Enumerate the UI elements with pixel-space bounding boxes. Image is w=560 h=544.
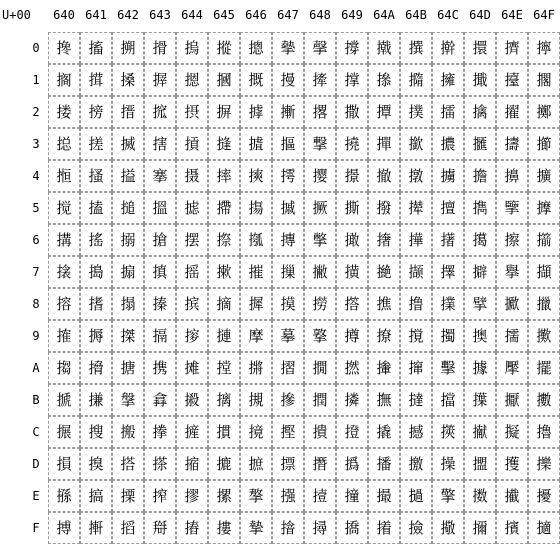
glyph-cell[interactable]: 摕 bbox=[208, 192, 240, 224]
glyph-cell[interactable]: 搉 bbox=[48, 320, 80, 352]
glyph-cell[interactable]: 撡 bbox=[368, 64, 400, 96]
glyph-cell[interactable]: 撮 bbox=[368, 480, 400, 512]
glyph-cell[interactable]: 撐 bbox=[336, 32, 368, 64]
glyph-cell[interactable]: 摟 bbox=[208, 512, 240, 544]
glyph-cell[interactable]: 擽 bbox=[528, 448, 560, 480]
glyph-cell[interactable]: 擈 bbox=[432, 288, 464, 320]
glyph-cell[interactable]: 擆 bbox=[432, 224, 464, 256]
glyph-cell[interactable]: 摅 bbox=[176, 192, 208, 224]
glyph-cell[interactable]: 撞 bbox=[336, 480, 368, 512]
glyph-cell[interactable]: 摆 bbox=[176, 224, 208, 256]
glyph-cell[interactable]: 撕 bbox=[336, 192, 368, 224]
glyph-cell[interactable]: 損 bbox=[48, 448, 80, 480]
glyph-cell[interactable]: 撴 bbox=[400, 160, 432, 192]
glyph-cell[interactable]: 撔 bbox=[336, 160, 368, 192]
glyph-cell[interactable]: 搩 bbox=[112, 320, 144, 352]
glyph-cell[interactable]: 搫 bbox=[112, 384, 144, 416]
glyph-cell[interactable]: 搂 bbox=[48, 96, 80, 128]
glyph-cell[interactable]: 搄 bbox=[48, 160, 80, 192]
glyph-cell[interactable]: 摫 bbox=[240, 384, 272, 416]
glyph-cell[interactable]: 擛 bbox=[464, 384, 496, 416]
glyph-cell[interactable]: 摰 bbox=[272, 32, 304, 64]
column-header: 64D bbox=[469, 8, 491, 22]
glyph-cell[interactable]: 擞 bbox=[464, 480, 496, 512]
glyph-cell[interactable]: 撠 bbox=[368, 32, 400, 64]
glyph-cell[interactable]: 搒 bbox=[80, 96, 112, 128]
column-header: 642 bbox=[117, 8, 139, 22]
glyph-cell[interactable]: 擕 bbox=[464, 192, 496, 224]
glyph-cell[interactable]: 撍 bbox=[304, 448, 336, 480]
glyph-cell[interactable]: 搞 bbox=[80, 480, 112, 512]
column-header: 64C bbox=[437, 8, 459, 22]
glyph-cell[interactable]: 撯 bbox=[368, 512, 400, 544]
glyph-cell[interactable]: 摚 bbox=[208, 352, 240, 384]
glyph-cell[interactable]: 撊 bbox=[304, 352, 336, 384]
column-header: 648 bbox=[309, 8, 331, 22]
glyph-cell[interactable]: 擝 bbox=[464, 448, 496, 480]
glyph-cell[interactable]: 摌 bbox=[176, 416, 208, 448]
glyph-cell[interactable]: 摥 bbox=[240, 192, 272, 224]
glyph-cell[interactable]: 搰 bbox=[144, 32, 176, 64]
glyph-cell[interactable]: 撹 bbox=[400, 320, 432, 352]
glyph-cell[interactable]: 擗 bbox=[464, 256, 496, 288]
glyph-cell[interactable]: 摧 bbox=[240, 256, 272, 288]
glyph-cell[interactable]: 擣 bbox=[496, 128, 528, 160]
glyph-cell[interactable]: 擂 bbox=[432, 96, 464, 128]
glyph-cell[interactable]: 撝 bbox=[336, 448, 368, 480]
glyph-cell[interactable]: 摲 bbox=[272, 96, 304, 128]
glyph-cell[interactable]: 摏 bbox=[176, 512, 208, 544]
glyph-cell[interactable]: 擪 bbox=[496, 352, 528, 384]
glyph-cell[interactable]: 搔 bbox=[80, 160, 112, 192]
row-header: D bbox=[32, 457, 40, 471]
glyph-cell[interactable]: 擏 bbox=[432, 512, 464, 544]
glyph-cell[interactable]: 摁 bbox=[176, 64, 208, 96]
glyph-cell[interactable]: 搣 bbox=[112, 128, 144, 160]
glyph-cell[interactable]: 摩 bbox=[240, 320, 272, 352]
glyph-cell[interactable]: 搪 bbox=[112, 352, 144, 384]
glyph-cell[interactable]: 搢 bbox=[112, 96, 144, 128]
row-header: E bbox=[32, 489, 40, 503]
glyph-cell[interactable]: 擤 bbox=[496, 160, 528, 192]
glyph-cell[interactable]: 搕 bbox=[80, 192, 112, 224]
glyph-cell[interactable]: 摤 bbox=[240, 160, 272, 192]
row-header: 5 bbox=[32, 201, 40, 215]
glyph-cell[interactable]: 搿 bbox=[144, 512, 176, 544]
glyph-cell[interactable]: 搹 bbox=[144, 320, 176, 352]
glyph-cell[interactable]: 摂 bbox=[176, 96, 208, 128]
glyph-cell[interactable]: 撳 bbox=[400, 128, 432, 160]
glyph-cell[interactable]: 搚 bbox=[80, 352, 112, 384]
glyph-cell[interactable]: 擌 bbox=[432, 416, 464, 448]
glyph-cell[interactable]: 撸 bbox=[400, 288, 432, 320]
glyph-cell[interactable]: 搇 bbox=[48, 256, 80, 288]
glyph-cell[interactable]: 搖 bbox=[80, 224, 112, 256]
glyph-cell[interactable]: 撤 bbox=[368, 160, 400, 192]
glyph-cell[interactable]: 擑 bbox=[464, 64, 496, 96]
glyph-cell[interactable]: 搤 bbox=[112, 160, 144, 192]
glyph-cell[interactable]: 據 bbox=[464, 352, 496, 384]
glyph-cell[interactable]: 摦 bbox=[240, 224, 272, 256]
glyph-cell[interactable]: 擫 bbox=[496, 384, 528, 416]
glyph-cell[interactable]: 搋 bbox=[48, 384, 80, 416]
glyph-cell[interactable]: 摾 bbox=[272, 480, 304, 512]
glyph-cell[interactable]: 摔 bbox=[208, 160, 240, 192]
column-header: 644 bbox=[181, 8, 203, 22]
column-header: 641 bbox=[85, 8, 107, 22]
glyph-cell[interactable]: 摗 bbox=[208, 256, 240, 288]
glyph-cell[interactable]: 撼 bbox=[400, 416, 432, 448]
glyph-cell[interactable]: 擜 bbox=[464, 416, 496, 448]
glyph-cell[interactable]: 撲 bbox=[400, 96, 432, 128]
glyph-cell[interactable]: 擠 bbox=[496, 32, 528, 64]
glyph-cell[interactable]: 摿 bbox=[272, 512, 304, 544]
glyph-cell[interactable]: 搓 bbox=[80, 128, 112, 160]
glyph-cell[interactable]: 擷 bbox=[528, 256, 560, 288]
glyph-cell[interactable]: 搏 bbox=[48, 512, 80, 544]
glyph-cell[interactable]: 撓 bbox=[336, 128, 368, 160]
glyph-cell[interactable]: 撚 bbox=[336, 352, 368, 384]
corner-label: U+00 bbox=[2, 8, 31, 22]
glyph-cell[interactable]: 撻 bbox=[400, 384, 432, 416]
glyph-cell[interactable]: 摡 bbox=[240, 64, 272, 96]
glyph-cell[interactable]: 撀 bbox=[304, 32, 336, 64]
glyph-cell[interactable]: 搷 bbox=[144, 256, 176, 288]
glyph-cell[interactable]: 撄 bbox=[304, 160, 336, 192]
glyph-cell[interactable]: 搴 bbox=[144, 160, 176, 192]
glyph-cell[interactable]: 搠 bbox=[112, 32, 144, 64]
glyph-cell[interactable]: 摍 bbox=[176, 448, 208, 480]
glyph-cell[interactable]: 搦 bbox=[112, 224, 144, 256]
glyph-cell[interactable]: 撺 bbox=[400, 352, 432, 384]
glyph-cell[interactable]: 摮 bbox=[240, 480, 272, 512]
glyph-cell[interactable]: 摐 bbox=[208, 32, 240, 64]
glyph-cell[interactable]: 擼 bbox=[528, 416, 560, 448]
glyph-cell[interactable]: 摵 bbox=[272, 192, 304, 224]
glyph-cell[interactable]: 擳 bbox=[528, 128, 560, 160]
glyph-cell[interactable]: 擉 bbox=[432, 320, 464, 352]
glyph-cell[interactable]: 擟 bbox=[464, 512, 496, 544]
glyph-cell[interactable]: 摻 bbox=[272, 384, 304, 416]
column-header: 640 bbox=[53, 8, 75, 22]
glyph-cell[interactable]: 擮 bbox=[496, 480, 528, 512]
glyph-cell[interactable]: 擬 bbox=[496, 416, 528, 448]
glyph-cell[interactable]: 擹 bbox=[528, 320, 560, 352]
glyph-cell[interactable]: 擔 bbox=[464, 160, 496, 192]
glyph-cell[interactable]: 搘 bbox=[80, 288, 112, 320]
row-header: 0 bbox=[32, 41, 40, 55]
glyph-cell[interactable]: 摳 bbox=[272, 128, 304, 160]
glyph-cell[interactable]: 摙 bbox=[208, 320, 240, 352]
glyph-cell[interactable]: 撆 bbox=[304, 224, 336, 256]
column-header: 643 bbox=[149, 8, 171, 22]
glyph-cell[interactable]: 撣 bbox=[368, 128, 400, 160]
glyph-cell[interactable]: 摶 bbox=[272, 224, 304, 256]
row-header: 8 bbox=[32, 297, 40, 311]
column-header: 647 bbox=[277, 8, 299, 22]
glyph-cell[interactable]: 摭 bbox=[240, 448, 272, 480]
glyph-cell[interactable]: 擧 bbox=[496, 256, 528, 288]
glyph-cell[interactable]: 撧 bbox=[368, 256, 400, 288]
row-header: A bbox=[32, 361, 40, 375]
glyph-cell[interactable]: 搳 bbox=[144, 128, 176, 160]
glyph-cell[interactable]: 擭 bbox=[496, 448, 528, 480]
glyph-cell[interactable]: 摜 bbox=[208, 416, 240, 448]
glyph-cell[interactable]: 搗 bbox=[80, 256, 112, 288]
glyph-cell[interactable]: 搊 bbox=[48, 352, 80, 384]
row-header: 1 bbox=[32, 73, 40, 87]
glyph-cell[interactable]: 撶 bbox=[400, 224, 432, 256]
column-header: 64E bbox=[501, 8, 523, 22]
glyph-cell[interactable]: 撌 bbox=[304, 416, 336, 448]
glyph-cell[interactable]: 擡 bbox=[496, 64, 528, 96]
glyph-cell[interactable]: 搛 bbox=[80, 384, 112, 416]
glyph-cell[interactable]: 擎 bbox=[432, 480, 464, 512]
glyph-cell[interactable]: 摒 bbox=[208, 96, 240, 128]
glyph-cell[interactable]: 擶 bbox=[528, 224, 560, 256]
glyph-cell[interactable]: 搜 bbox=[80, 416, 112, 448]
glyph-cell[interactable]: 撥 bbox=[368, 192, 400, 224]
glyph-cell[interactable]: 擲 bbox=[528, 96, 560, 128]
glyph-cell[interactable]: 擃 bbox=[432, 128, 464, 160]
glyph-cell[interactable]: 搆 bbox=[48, 224, 80, 256]
glyph-cell[interactable]: 摞 bbox=[208, 480, 240, 512]
glyph-cell[interactable]: 搌 bbox=[48, 416, 80, 448]
glyph-cell[interactable]: 擘 bbox=[464, 288, 496, 320]
glyph-cell[interactable]: 擋 bbox=[432, 384, 464, 416]
glyph-cell[interactable]: 摠 bbox=[240, 32, 272, 64]
glyph-cell[interactable]: 摴 bbox=[272, 160, 304, 192]
glyph-cell[interactable]: 撈 bbox=[304, 288, 336, 320]
glyph-cell[interactable]: 撜 bbox=[336, 416, 368, 448]
glyph-cell[interactable]: 撒 bbox=[336, 96, 368, 128]
glyph-cell[interactable]: 摈 bbox=[176, 288, 208, 320]
glyph-cell[interactable]: 撂 bbox=[304, 96, 336, 128]
glyph-cell[interactable]: 摪 bbox=[240, 352, 272, 384]
row-header: 3 bbox=[32, 137, 40, 151]
glyph-cell[interactable]: 搽 bbox=[144, 448, 176, 480]
glyph-cell[interactable]: 摼 bbox=[272, 416, 304, 448]
glyph-cell[interactable]: 搈 bbox=[48, 288, 80, 320]
glyph-cell[interactable]: 撱 bbox=[400, 64, 432, 96]
glyph-cell[interactable]: 擒 bbox=[464, 96, 496, 128]
glyph-cell[interactable]: 擾 bbox=[528, 480, 560, 512]
glyph-cell[interactable]: 摢 bbox=[240, 96, 272, 128]
glyph-cell[interactable]: 撙 bbox=[336, 320, 368, 352]
glyph-cell[interactable]: 撨 bbox=[368, 288, 400, 320]
glyph-cell[interactable]: 撢 bbox=[368, 96, 400, 128]
glyph-cell[interactable]: 撉 bbox=[304, 320, 336, 352]
glyph-cell[interactable]: 擱 bbox=[528, 64, 560, 96]
glyph-cell[interactable]: 撪 bbox=[368, 352, 400, 384]
glyph-cell[interactable]: 搁 bbox=[48, 64, 80, 96]
column-header: 64A bbox=[373, 8, 395, 22]
glyph-cell[interactable]: 摱 bbox=[272, 64, 304, 96]
glyph-cell[interactable]: 搙 bbox=[80, 320, 112, 352]
glyph-cell[interactable]: 搭 bbox=[112, 448, 144, 480]
glyph-cell[interactable]: 摓 bbox=[208, 128, 240, 160]
glyph-cell[interactable]: 撷 bbox=[400, 256, 432, 288]
glyph-cell[interactable]: 搵 bbox=[144, 192, 176, 224]
row-header: F bbox=[32, 521, 40, 535]
glyph-cell[interactable]: 搀 bbox=[48, 32, 80, 64]
glyph-cell[interactable]: 播 bbox=[368, 448, 400, 480]
glyph-cell[interactable]: 擢 bbox=[496, 96, 528, 128]
row-header: C bbox=[32, 425, 40, 439]
glyph-cell[interactable]: 撏 bbox=[304, 512, 336, 544]
glyph-cell[interactable]: 擻 bbox=[528, 384, 560, 416]
glyph-cell[interactable]: 摨 bbox=[240, 288, 272, 320]
column-header: 64F bbox=[533, 8, 555, 22]
glyph-cell[interactable]: 擙 bbox=[464, 320, 496, 352]
glyph-cell[interactable]: 搻 bbox=[144, 384, 176, 416]
glyph-cell[interactable]: 擊 bbox=[432, 352, 464, 384]
glyph-cell[interactable]: 撰 bbox=[400, 32, 432, 64]
glyph-cell[interactable]: 擖 bbox=[464, 224, 496, 256]
glyph-cell[interactable]: 撬 bbox=[368, 416, 400, 448]
glyph-cell[interactable]: 摎 bbox=[176, 480, 208, 512]
glyph-cell[interactable]: 擦 bbox=[496, 224, 528, 256]
glyph-cell[interactable]: 搝 bbox=[80, 448, 112, 480]
glyph-cell[interactable]: 撇 bbox=[304, 256, 336, 288]
glyph-cell[interactable]: 擨 bbox=[496, 288, 528, 320]
glyph-cell[interactable]: 擓 bbox=[464, 128, 496, 160]
row-header: 7 bbox=[32, 265, 40, 279]
glyph-cell[interactable]: 撫 bbox=[368, 384, 400, 416]
glyph-cell[interactable]: 撦 bbox=[368, 224, 400, 256]
glyph-cell[interactable]: 摄 bbox=[176, 160, 208, 192]
glyph-cell[interactable]: 撿 bbox=[400, 512, 432, 544]
row-header: 2 bbox=[32, 105, 40, 119]
glyph-cell[interactable]: 擴 bbox=[528, 160, 560, 192]
glyph-cell[interactable]: 擩 bbox=[496, 320, 528, 352]
glyph-cell[interactable]: 撎 bbox=[304, 480, 336, 512]
glyph-cell[interactable]: 搾 bbox=[144, 480, 176, 512]
glyph-cell[interactable]: 擄 bbox=[432, 160, 464, 192]
glyph-cell[interactable]: 摷 bbox=[272, 256, 304, 288]
glyph-cell[interactable]: 摝 bbox=[208, 448, 240, 480]
glyph-cell[interactable]: 摑 bbox=[208, 64, 240, 96]
glyph-cell[interactable]: 摺 bbox=[272, 352, 304, 384]
glyph-cell[interactable]: 摸 bbox=[272, 288, 304, 320]
glyph-cell[interactable]: 搶 bbox=[144, 224, 176, 256]
glyph-cell[interactable]: 摉 bbox=[176, 320, 208, 352]
glyph-cell[interactable]: 撟 bbox=[336, 512, 368, 544]
glyph-cell[interactable]: 摋 bbox=[176, 384, 208, 416]
glyph-cell[interactable]: 搎 bbox=[48, 480, 80, 512]
glyph-cell[interactable]: 摇 bbox=[176, 256, 208, 288]
glyph-cell[interactable]: 摯 bbox=[240, 512, 272, 544]
glyph-cell[interactable]: 搱 bbox=[144, 64, 176, 96]
glyph-cell[interactable]: 擰 bbox=[528, 32, 560, 64]
glyph-cell[interactable]: 搯 bbox=[112, 512, 144, 544]
glyph-cell[interactable]: 擯 bbox=[496, 512, 528, 544]
row-header: 6 bbox=[32, 233, 40, 247]
row-header: 9 bbox=[32, 329, 40, 343]
glyph-cell[interactable]: 搸 bbox=[144, 288, 176, 320]
glyph-cell[interactable]: 摘 bbox=[208, 288, 240, 320]
glyph-cell[interactable]: 摬 bbox=[240, 416, 272, 448]
glyph-cell[interactable]: 擁 bbox=[432, 64, 464, 96]
glyph-cell[interactable]: 撩 bbox=[368, 320, 400, 352]
row-header: 4 bbox=[32, 169, 40, 183]
glyph-cell[interactable]: 搬 bbox=[112, 416, 144, 448]
glyph-cell[interactable]: 摣 bbox=[240, 128, 272, 160]
glyph-cell[interactable]: 擵 bbox=[528, 192, 560, 224]
glyph-cell[interactable]: 擺 bbox=[528, 352, 560, 384]
glyph-cell[interactable]: 擸 bbox=[528, 288, 560, 320]
glyph-cell[interactable]: 搨 bbox=[112, 288, 144, 320]
glyph-cell[interactable]: 撋 bbox=[304, 384, 336, 416]
glyph-cell[interactable]: 摖 bbox=[208, 224, 240, 256]
column-header: 649 bbox=[341, 8, 363, 22]
glyph-cell[interactable]: 搮 bbox=[112, 480, 144, 512]
glyph-cell[interactable]: 撗 bbox=[336, 256, 368, 288]
row-header: B bbox=[32, 393, 40, 407]
glyph-cell[interactable]: 搼 bbox=[144, 416, 176, 448]
glyph-cell[interactable]: 摃 bbox=[176, 128, 208, 160]
glyph-cell[interactable]: 擇 bbox=[432, 256, 464, 288]
glyph-cell[interactable]: 擐 bbox=[464, 32, 496, 64]
column-header: 64B bbox=[405, 8, 427, 22]
glyph-cell[interactable]: 撑 bbox=[336, 64, 368, 96]
glyph-cell[interactable]: 撽 bbox=[400, 448, 432, 480]
glyph-cell[interactable]: 摀 bbox=[176, 32, 208, 64]
glyph-cell[interactable]: 撾 bbox=[400, 480, 432, 512]
glyph-cell[interactable]: 摊 bbox=[176, 352, 208, 384]
glyph-cell[interactable]: 搟 bbox=[80, 512, 112, 544]
column-header: 646 bbox=[245, 8, 267, 22]
glyph-cell[interactable]: 搅 bbox=[48, 192, 80, 224]
glyph-cell[interactable]: 擀 bbox=[432, 32, 464, 64]
glyph-cell[interactable]: 操 bbox=[432, 448, 464, 480]
glyph-cell[interactable]: 搐 bbox=[80, 32, 112, 64]
glyph-cell[interactable]: 搲 bbox=[144, 96, 176, 128]
glyph-cell[interactable]: 撃 bbox=[304, 128, 336, 160]
glyph-cell[interactable]: 搥 bbox=[112, 192, 144, 224]
glyph-cell[interactable]: 撵 bbox=[400, 192, 432, 224]
glyph-cell[interactable]: 摛 bbox=[208, 384, 240, 416]
glyph-cell[interactable]: 撖 bbox=[336, 224, 368, 256]
glyph-cell[interactable]: 搑 bbox=[80, 64, 112, 96]
column-header: 645 bbox=[213, 8, 235, 22]
glyph-cell[interactable]: 擥 bbox=[496, 192, 528, 224]
glyph-cell[interactable]: 摽 bbox=[272, 448, 304, 480]
glyph-cell[interactable]: 撘 bbox=[336, 288, 368, 320]
glyph-cell[interactable]: 擿 bbox=[528, 512, 560, 544]
glyph-cell[interactable]: 擅 bbox=[432, 192, 464, 224]
glyph-cell[interactable]: 携 bbox=[144, 352, 176, 384]
glyph-cell[interactable]: 撛 bbox=[336, 384, 368, 416]
glyph-cell[interactable]: 搧 bbox=[112, 256, 144, 288]
glyph-cell[interactable]: 撅 bbox=[304, 192, 336, 224]
glyph-cell[interactable]: 撁 bbox=[304, 64, 336, 96]
glyph-cell[interactable]: 搃 bbox=[48, 128, 80, 160]
glyph-cell[interactable]: 摹 bbox=[272, 320, 304, 352]
glyph-cell[interactable]: 搡 bbox=[112, 64, 144, 96]
